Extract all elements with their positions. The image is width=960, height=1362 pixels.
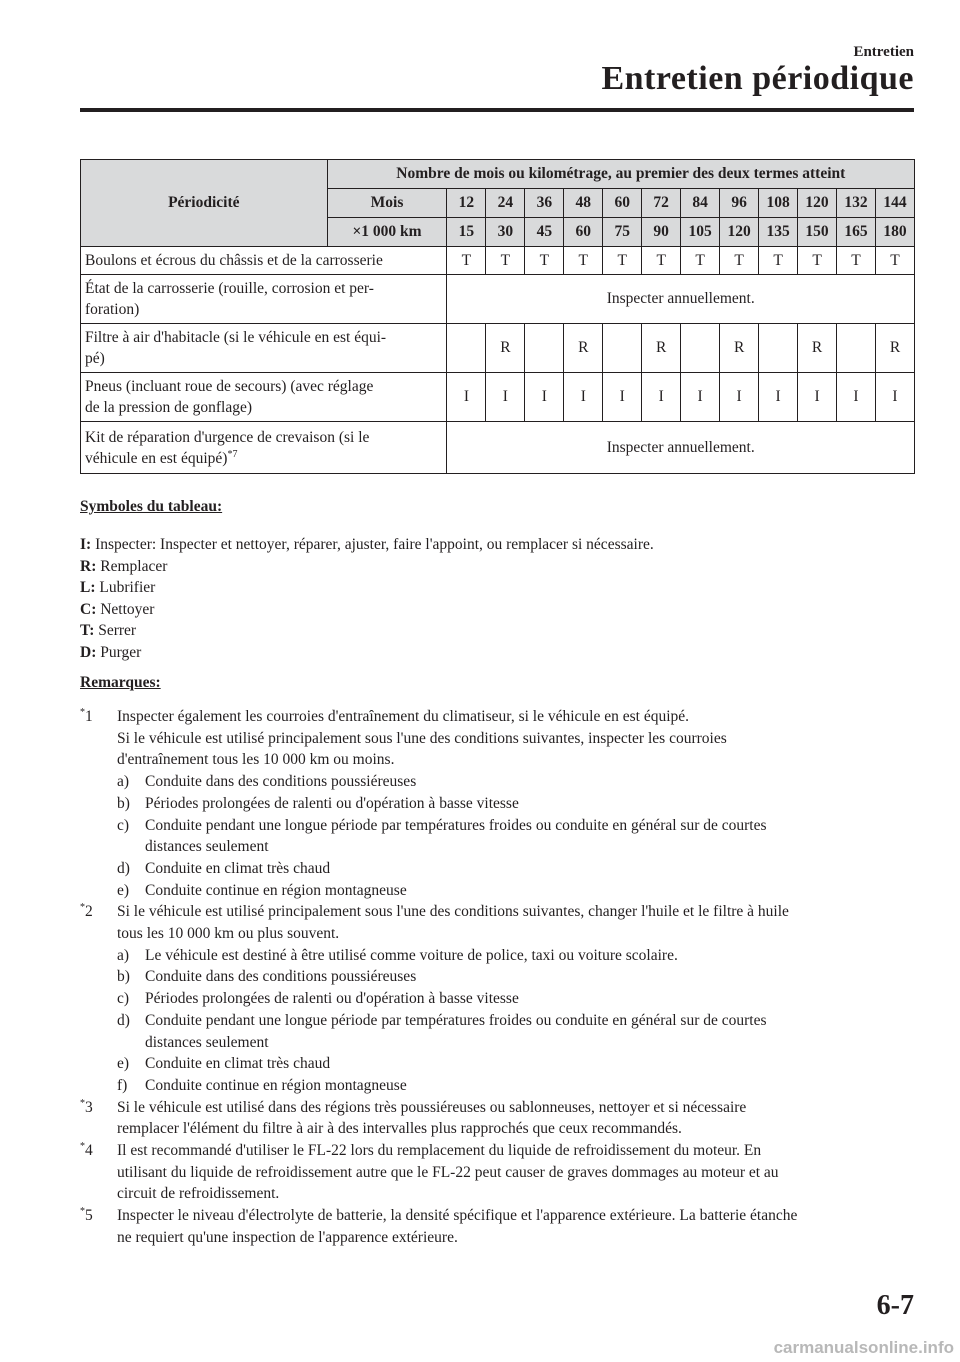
note-number [80,1140,93,1162]
remark-note [80,706,920,901]
note-line: Si le véhicule est utilisé principalement sous l'une des conditions suivantes, inspecter les courroies [117,729,727,747]
note-subitem [117,1075,920,1097]
subitem-line: Périodes prolongées de ralenti ou d'opération à basse vitesse [145,794,519,812]
subitem-line: Conduite continue en région montagneuse [145,1076,407,1094]
subitem-line: Conduite continue en région montagneuse [145,881,407,899]
cell-value: T [486,247,525,275]
month-value: 48 [564,189,603,218]
note-subitem [117,793,920,815]
month-value: 72 [642,189,681,218]
cell-value: I [447,373,486,422]
note-number [80,706,93,728]
remarks-title: Remarques: [80,674,161,691]
footnote-ref: *7 [227,448,238,460]
symbol-item [80,577,654,599]
note-number [80,1097,93,1119]
km-value: 180 [876,218,915,247]
subitem-line: distances seulement [145,838,269,856]
symbol-text: Inspecter: Inspecter et nettoyer, réparer, ajuster, faire l'appoint, ou remplacer si nécessaire. [95,536,654,553]
cell-value [681,324,720,373]
note-line: d'entraînement tous les 10 000 km ou moins. [117,751,395,769]
table-row [81,324,915,373]
table-header-row-1 [81,160,915,189]
span-text: Inspecter annuellement. [447,275,915,324]
note-line: Inspecter le niveau d'électrolyte de batterie, la densité spécifique et l'apparence extérieure. La batterie étanche [117,1207,798,1225]
table-row [81,373,915,422]
cell-value: T [603,247,642,275]
subitem-letter: a) [117,773,130,791]
month-value: 60 [603,189,642,218]
cell-value [837,324,876,373]
item-name [81,324,447,373]
note-star: * [80,1097,85,1109]
subitem-letter: b) [117,794,130,812]
subitem-letter: e) [117,881,130,899]
cell-value: T [720,247,759,275]
note-digit: 4 [85,1142,93,1160]
subitem-letter: f) [117,1076,128,1094]
note-digit: 2 [85,903,93,921]
cell-value: I [681,373,720,422]
subitem-line: Conduite en climat très chaud [145,1055,331,1073]
note-line: remplacer l'élément du filtre à air à des intervalles plus rapprochés que ceux recommandés. [117,1120,682,1138]
month-value: 132 [837,189,876,218]
remark-note [80,1140,920,1205]
symbol-item [80,534,654,556]
month-value: 12 [447,189,486,218]
subitem-letter: b) [117,968,130,986]
month-value: 96 [720,189,759,218]
note-subitem [117,988,920,1010]
cell-value: T [798,247,837,275]
cell-value: T [447,247,486,275]
symbol-key: C: [80,600,97,618]
km-value: 15 [447,218,486,247]
symbol-key: I: [80,536,92,553]
km-value: 90 [642,218,681,247]
note-subitem [117,771,920,793]
cell-value: I [603,373,642,422]
item-name [81,422,447,474]
note-digit: 3 [85,1098,93,1116]
subitem-letter: a) [117,946,130,964]
symbol-key: T: [80,622,95,639]
cell-value: I [759,373,798,422]
symbol-key: R: [80,557,97,575]
cell-value: T [525,247,564,275]
cell-value: T [564,247,603,275]
page-number: 6-7 [876,1290,914,1321]
cell-value: I [720,373,759,422]
symbols-title: Symboles du tableau: [80,498,223,515]
km-value: 75 [603,218,642,247]
remark-note [80,1205,920,1248]
months-label: Mois [327,189,447,218]
watermark-text[interactable]: carmanualsonline.info [773,1338,954,1357]
item-line: foration) [85,301,140,318]
month-value: 24 [486,189,525,218]
cell-value: I [564,373,603,422]
symbol-item [80,599,654,621]
note-star: * [80,1206,85,1218]
cell-value [447,324,486,373]
page-title: Entretien périodique [601,60,914,97]
cell-value: I [876,373,915,422]
span-header: Nombre de mois ou kilométrage, au premier des deux termes atteint [327,160,914,189]
month-value: 144 [876,189,915,218]
month-value: 84 [681,189,720,218]
symbol-key: D: [80,643,97,661]
km-value: 135 [759,218,798,247]
note-digit: 1 [85,708,93,725]
cell-value [525,324,564,373]
subitem-line: Conduite pendant une longue période par températures froides ou conduite en général sur de courtes [145,816,767,834]
symbol-item [80,642,654,664]
symbol-key: L: [80,579,96,596]
note-line: Si le véhicule est utilisé principalement sous l'une des conditions suivantes, changer l'huile et le filtre à huile [117,903,789,921]
item-line: pé) [85,350,105,367]
km-value: 30 [486,218,525,247]
subitem-letter: c) [117,990,130,1008]
subitem-letter: c) [117,816,130,834]
remark-note [80,1097,920,1140]
note-subitem [117,880,920,902]
symbol-text: Nettoyer [100,600,155,618]
cell-value: I [798,373,837,422]
cell-value: I [525,373,564,422]
cell-value: R [564,324,603,373]
note-star: * [80,706,85,718]
subitem-letter: d) [117,1011,130,1029]
item-line: véhicule en est équipé) [85,449,228,467]
symbol-text: Purger [100,643,142,661]
symbol-text: Remplacer [100,557,168,575]
remark-note [80,901,920,1096]
note-line: utilisant du liquide de refroidissement autre que le FL-22 peut causer de graves dommages au moteur et au [117,1163,779,1181]
table-row [81,275,915,324]
note-line: circuit de refroidissement. [117,1185,280,1203]
note-line: ne requiert qu'une inspection de l'apparence extérieure. [117,1228,458,1246]
note-number [80,901,93,923]
note-subitem [117,1010,920,1053]
km-value: 45 [525,218,564,247]
cell-value: R [798,324,837,373]
item-line: Filtre à air d'habitacle (si le véhicule en est équi- [85,329,387,346]
maintenance-schedule-table [80,159,915,474]
subitem-line: Conduite pendant une longue période par températures froides ou conduite en général sur de courtes [145,1011,767,1029]
cell-value: T [681,247,720,275]
symbol-item [80,556,654,578]
note-line: tous les 10 000 km ou plus souvent. [117,925,340,943]
span-text: Inspecter annuellement. [447,422,915,474]
cell-value: I [837,373,876,422]
symbol-item [80,620,654,642]
cell-value: T [876,247,915,275]
cell-value: T [642,247,681,275]
note-line: Si le véhicule est utilisé dans des régions très poussiéreuses ou sablonneuses, nettoyer et si nécessaire [117,1098,747,1116]
cell-value: R [486,324,525,373]
note-star: * [80,902,85,914]
symbol-text: Lubrifier [99,579,156,596]
month-value: 36 [525,189,564,218]
note-subitem [117,966,920,988]
subitem-line: Conduite en climat très chaud [145,859,331,877]
cell-value: I [486,373,525,422]
note-subitem [117,1053,920,1075]
section-label: Entretien [853,44,914,60]
symbol-text: Serrer [98,622,137,639]
month-value: 108 [759,189,798,218]
month-value: 120 [798,189,837,218]
cell-value: R [642,324,681,373]
note-digit: 5 [85,1207,93,1225]
note-subitem [117,858,920,880]
subitem-line: Périodes prolongées de ralenti ou d'opération à basse vitesse [145,990,519,1008]
item-line: Boulons et écrous du châssis et de la carrosserie [85,252,383,269]
item-name [81,373,447,422]
km-value: 120 [720,218,759,247]
km-value: 60 [564,218,603,247]
cell-value [603,324,642,373]
item-name [81,247,447,275]
subitem-line: Conduite dans des conditions poussiéreuses [145,773,417,791]
note-subitem [117,945,920,967]
note-number [80,1205,93,1227]
symbols-list [80,534,654,663]
subitem-line: Conduite dans des conditions poussiéreuses [145,968,417,986]
remarks-list [80,706,920,1249]
note-subitem [117,815,920,858]
cell-value: R [876,324,915,373]
subitem-letter: d) [117,859,130,877]
cell-value: R [720,324,759,373]
item-line: Pneus (incluant roue de secours) (avec réglage [85,378,374,395]
item-line: Kit de réparation d'urgence de crevaison (si le [85,428,370,446]
table-row [81,247,915,275]
note-star: * [80,1140,85,1152]
cell-value: T [837,247,876,275]
km-label: ×1 000 km [327,218,447,247]
cell-value [759,324,798,373]
subitem-line: distances seulement [145,1033,269,1051]
km-value: 105 [681,218,720,247]
km-value: 165 [837,218,876,247]
item-line: de la pression de gonflage) [85,399,252,416]
note-line: Il est recommandé d'utiliser le FL-22 lors du remplacement du liquide de refroidissement du moteur. En [117,1142,762,1160]
item-name [81,275,447,324]
cell-value: I [642,373,681,422]
km-value: 150 [798,218,837,247]
header-rule [80,108,914,112]
item-line: État de la carrosserie (rouille, corrosion et per- [85,280,374,297]
subitem-line: Le véhicule est destiné à être utilisé comme voiture de police, taxi ou voiture scolaire. [145,946,678,964]
table-row [81,422,915,474]
periodicity-header: Périodicité [81,160,328,247]
cell-value: T [759,247,798,275]
note-line: Inspecter également les courroies d'entraînement du climatiseur, si le véhicule en est équipé. [117,708,690,725]
subitem-letter: e) [117,1055,130,1073]
